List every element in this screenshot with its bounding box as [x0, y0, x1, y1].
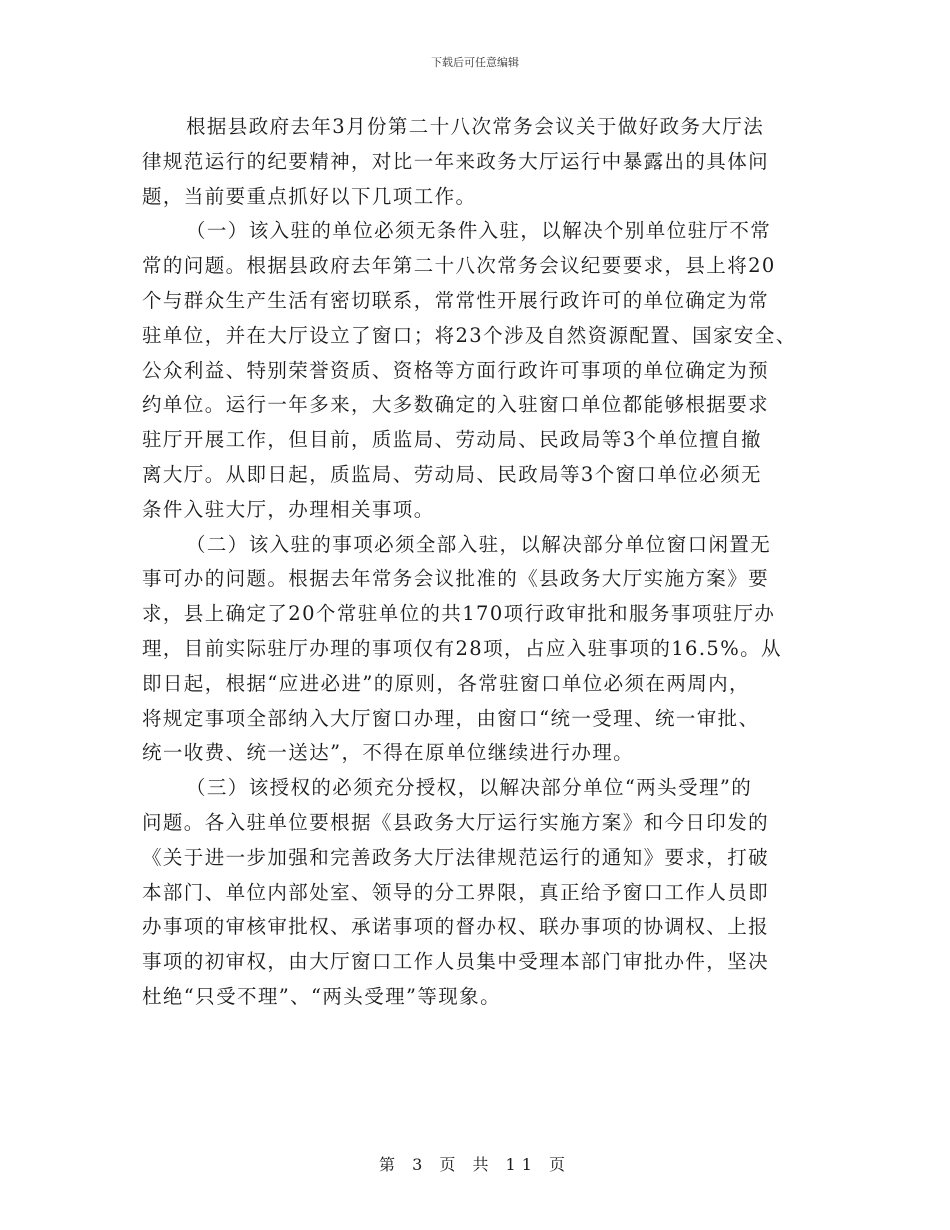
- page-number: 第 3 页 共 11 页: [379, 1155, 571, 1174]
- text-line: 个与群众生产生活有密切联系，常常性开展行政许可的单位确定为常: [142, 288, 770, 312]
- text-line: 问题。各入驻单位要根据《县政务大厅运行实施方案》和今日印发的: [142, 810, 770, 834]
- text-line: 统一收费、统一送达”，不得在原单位继续进行办理。: [142, 741, 635, 765]
- text-line: （三）该授权的必须充分授权，以解决部分单位“两头受理”的: [186, 776, 753, 800]
- text-line: 将规定事项全部纳入大厅窗口办理，由窗口“统一受理、统一审批、: [142, 706, 760, 730]
- text-line: 本部门、单位内部处室、领导的分工界限，真正给予窗口工作人员即: [142, 880, 770, 904]
- text-line: 理，目前实际驻厅办理的事项仅有28项，占应入驻事项的16.5%。从: [142, 636, 782, 660]
- text-line: （一）该入驻的单位必须无条件入驻，以解决个别单位驻厅不常: [186, 219, 772, 243]
- text-line: 即日起，根据“应进必进”的原则，各常驻窗口单位必须在两周内，: [142, 671, 750, 695]
- text-line: 事项的初审权，由大厅窗口工作人员集中受理本部门审批办件，坚决: [142, 950, 770, 974]
- text-line: 杜绝“只受不理”、“两头受理”等现象。: [142, 984, 501, 1008]
- text-line: 求，县上确定了20个常驻单位的共170项行政审批和服务事项驻厅办: [142, 602, 776, 626]
- text-line: 事可办的问题。根据去年常务会议批准的《县政务大厅实施方案》要: [142, 567, 770, 591]
- text-line: （二）该入驻的事项必须全部入驻，以解决部分单位窗口闲置无: [186, 532, 772, 556]
- text-line: 办事项的审核审批权、承诺事项的督办权、联办事项的协调权、上报: [142, 915, 770, 939]
- text-line: 公众利益、特别荣誉资质、资格等方面行政许可事项的单位确定为预: [142, 358, 770, 382]
- page-header-note: 下载后可任意编辑: [431, 56, 519, 69]
- text-line: 驻单位，并在大厅设立了窗口；将23个涉及自然资源配置、国家安全、: [142, 323, 797, 347]
- text-line: 约单位。运行一年多来，大多数确定的入驻窗口单位都能够根据要求: [142, 393, 770, 417]
- document-body: [142, 110, 810, 1015]
- text-line: 根据县政府去年3月份第二十八次常务会议关于做好政务大厅法: [186, 115, 765, 138]
- text-line: 离大厅。从即日起，质监局、劳动局、民政局等3个窗口单位必须无: [142, 462, 762, 486]
- text-line: 驻厅开展工作，但目前，质监局、劳动局、民政局等3个单位擅自撤: [142, 428, 762, 452]
- text-line: 常的问题。根据县政府去年第二十八次常务会议纪要要求，县上将20: [142, 254, 776, 278]
- text-line: 条件入驻大厅，办理相关事项。: [142, 497, 435, 521]
- text-line: 题，当前要重点抓好以下几项工作。: [142, 184, 477, 208]
- text-line: 律规范运行的纪要精神，对比一年来政务大厅运行中暴露出的具体问: [142, 149, 770, 173]
- text-line: 《关于进一步加强和完善政务大厅法律规范运行的通知》要求，打破: [142, 845, 770, 869]
